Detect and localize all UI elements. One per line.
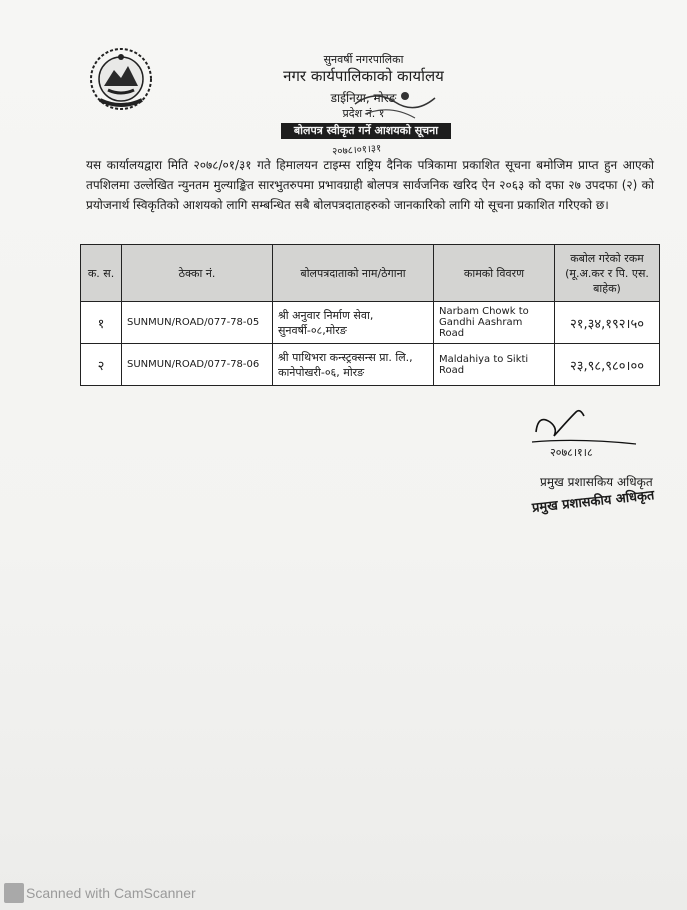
row-work: Narbam Chowk to Gandhi Aashram Road <box>434 302 555 344</box>
header-amount: कबोल गरेको रकम (मू.अ.कर र पि. एस. बाहेक) <box>555 245 660 302</box>
row-bidder: श्री अनुवार निर्माण सेवा, सुनवर्षी-०८,मोरङ <box>273 302 434 344</box>
watermark-text: Scanned with CamScanner <box>26 885 196 901</box>
signature-date: २०७८।१।८ <box>550 446 593 459</box>
row-bidder: श्री पाथिभरा कन्स्ट्रक्सन्स प्रा. लि., कानेपोखरी-०६, मोरङ <box>273 344 434 386</box>
table-row <box>81 302 660 344</box>
row-amount: २३,९८,९८०।०० <box>555 344 660 386</box>
header-contract: ठेक्का नं. <box>122 245 273 302</box>
office-name: नगर कार्यपालिकाको कार्यालय <box>283 67 444 85</box>
table-header-row <box>81 245 660 302</box>
header-work: कामको विवरण <box>434 245 555 302</box>
municipality-name: सुनवर्षी नगरपालिका <box>323 53 404 66</box>
signatory-title: प्रमुख प्रशासकिय अधिकृत <box>540 475 653 489</box>
stamp-date: २०७८।०१।३१ <box>331 143 382 158</box>
row-contract: SUNMUN/ROAD/077-78-05 <box>122 302 273 344</box>
row-sn: २ <box>81 344 122 386</box>
header-sn: क. स. <box>81 245 122 302</box>
intro-paragraph: यस कार्यालयद्वारा मिति २०७८/०१/३१ गते हिमालयन टाइम्स राष्ट्रिय दैनिक पत्रिकामा प्रकाशित सूचना बमोजिम प्राप्त हुन आएको तपशिलमा उल्लेखित न्युनतम मुल्याङ्कित सारभुतरुपमा प्रभावग्राही बोलपत्र सार्वजनिक खरिद ऐन २०६३ को दफा २७ उपदफा (२) को प्रयोजनार्थ स्विकृतिको आशयको लागि सम्बन्धित सबै बोलपत्रदाताहरुको जानकारिको लागि यो सूचना प्रकाशित गरिएको छ। <box>86 158 654 212</box>
notice-title-banner: बोलपत्र स्वीकृत गर्ने आशयको सूचना <box>281 123 451 139</box>
camscanner-watermark <box>0 880 230 906</box>
row-amount: २१,३४,१९२।५० <box>555 302 660 344</box>
row-sn: १ <box>81 302 122 344</box>
table-row <box>81 344 660 386</box>
province-name: प्रदेश नं. १ <box>342 107 385 120</box>
row-contract: SUNMUN/ROAD/077-78-06 <box>122 344 273 386</box>
bid-table <box>80 244 660 386</box>
signature <box>528 402 638 462</box>
office-location: डाईनिया, मोरङ <box>330 91 397 105</box>
row-work: Maldahiya to Sikti Road <box>434 344 555 386</box>
header-bidder: बोलपत्रदाताको नाम/ठेगाना <box>273 245 434 302</box>
signatory-stamp: प्रमुख प्रशासकीय अधिकृत <box>531 488 656 516</box>
camscanner-logo-icon <box>4 883 24 903</box>
